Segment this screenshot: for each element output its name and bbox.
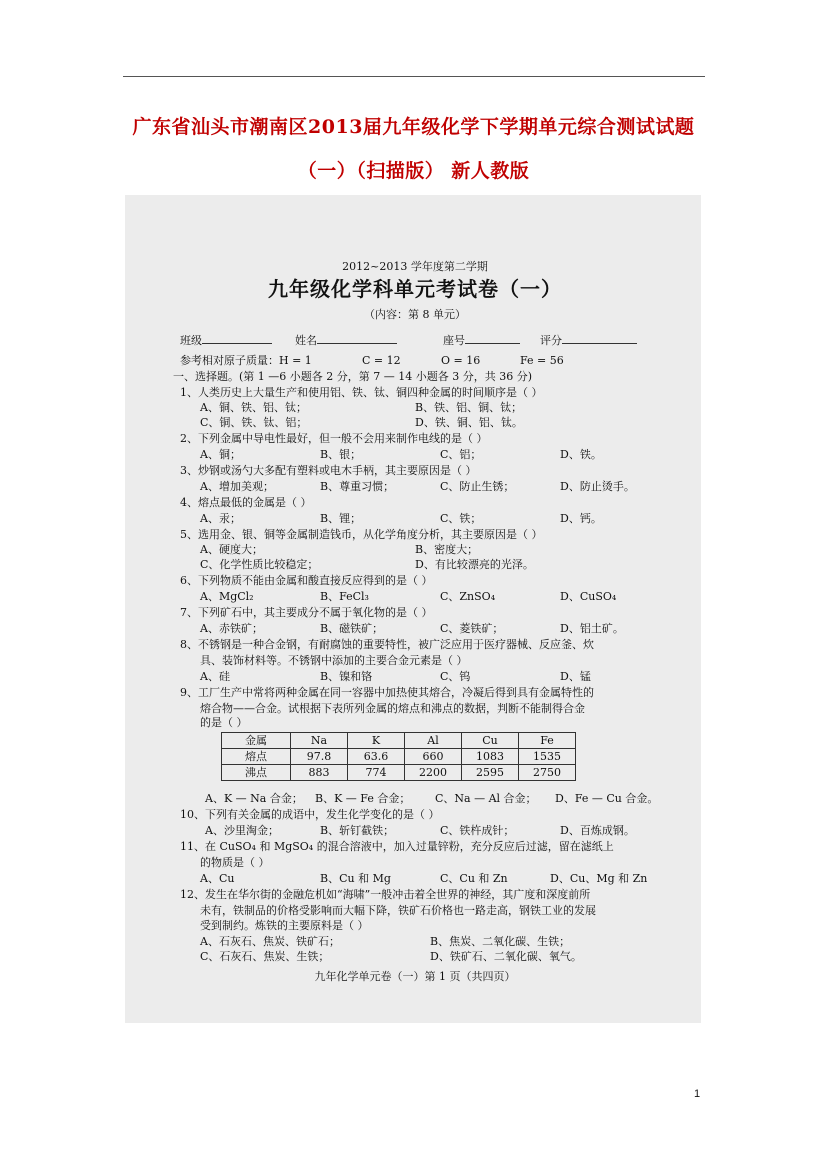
atomic-mass-o: O = 16 [441,354,481,367]
question-6-option-c: C、ZnSO₄ [440,590,496,603]
question-5-option-a: A、硬度大； [200,543,263,556]
question-12-option-d: D、铁矿石、二氧化碳、氧气。 [430,950,582,963]
question-11-option-d: D、Cu、Mg 和 Zn [550,872,648,885]
table-cell: 2750 [519,765,576,781]
table-header-cell: 金属 [222,733,291,749]
question-12-option-c: C、石灰石、焦炭、生铁； [200,950,330,963]
question-4-option-a: A、汞； [200,512,241,525]
table-cell: 774 [348,765,405,781]
question-7-option-a: A、赤铁矿； [200,622,263,635]
question-9-stem: 9、工厂生产中常将两种金属在同一容器中加热使其熔合，冷凝后得到具有金属特性的 [180,686,594,699]
question-11-option-c: C、Cu 和 Zn [440,872,508,885]
question-12-stem-cont: 未有，铁制品的价格受影响而大幅下降，铁矿石价格也一路走高，钢铁工业的发展 [200,904,596,917]
question-12-option-a: A、石灰石、焦炭、铁矿石； [200,935,340,948]
question-7-stem: 7、下列矿石中，其主要成分不属于氧化物的是（ ） [180,606,433,619]
question-8-option-a: A、硅 [200,670,230,683]
question-8-stem-cont: 具、装饰材料等。不锈钢中添加的主要合金元素是（ ） [200,654,468,667]
table-cell: 1083 [462,749,519,765]
question-8-stem: 8、不锈钢是一种合金钢，有耐腐蚀的重要特性，被广泛应用于医疗器械、反应釜、炊 [180,638,594,651]
document-title-line1: 广东省汕头市潮南区2013届九年级化学下学期单元综合测试试题 [132,116,695,138]
question-1-option-b: B、铁、铝、铜、钛； [415,401,523,414]
question-11-stem-cont: 的物质是（ ） [200,856,270,869]
table-cell: 63.6 [348,749,405,765]
table-row [222,765,576,781]
question-1-stem: 1、人类历史上大量生产和使用铝、铁、钛、铜四种金属的时间顺序是（ ） [180,386,543,399]
document-title-line2: （一）（扫描版） 新人教版 [297,160,530,182]
table-row [222,749,576,765]
question-4-option-b: B、锂； [320,512,362,525]
question-12-stem-end: 受到制约。炼铁的主要原料是（ ） [200,919,369,932]
content-note: （内容：第 8 单元） [364,308,466,321]
question-7-option-c: C、菱铁矿； [440,622,504,635]
table-cell: 2200 [405,765,462,781]
question-3-option-d: D、防止烫手。 [560,480,635,493]
table-cell: 660 [405,749,462,765]
question-3-option-c: C、防止生锈； [440,480,515,493]
question-5-option-d: D、有比较漂亮的光泽。 [415,558,534,571]
question-9-stem-end: 的是（ ） [200,716,248,729]
question-10-option-c: C、铁杵成针； [440,824,515,837]
table-header-cell: Fe [519,733,576,749]
table-header-cell: Na [291,733,348,749]
info-field-class: 班级 [180,333,272,346]
exam-title: 九年级化学科单元考试卷（一） [268,277,562,301]
table-cell: 2595 [462,765,519,781]
question-3-stem: 3、炒钢或汤勺大多配有塑料或电木手柄，其主要原因是（ ） [180,464,477,477]
question-2-stem: 2、下列金属中导电性最好，但一般不会用来制作电线的是（ ） [180,432,488,445]
scanned-exam-image [125,195,701,1023]
question-12-stem: 12、发生在华尔街的金融危机如“海啸”一般冲击着全世界的神经，其广度和深度前所 [180,888,591,901]
page-number: 1 [694,1088,701,1100]
info-field-seat: 座号 [443,333,520,346]
question-7-option-d: D、铝土矿。 [560,622,624,635]
atomic-mass-fe: Fe = 56 [520,354,564,367]
question-9-option-a: A、K — Na 合金； [205,792,303,805]
question-4-option-c: C、铁； [440,512,482,525]
question-9-option-c: C、Na — Al 合金； [435,792,537,805]
question-4-option-d: D、钙。 [560,512,602,525]
table-cell: 883 [291,765,348,781]
year-line: 2012~2013 学年度第二学期 [342,260,488,273]
question-6-option-a: A、MgCl₂ [200,590,254,603]
table-cell: 97.8 [291,749,348,765]
scan-footer: 九年化学单元卷（一）第 1 页（共四页） [314,970,516,983]
table-header-cell: K [348,733,405,749]
question-6-stem: 6、下列物质不能由金属和酸直接反应得到的是（ ） [180,574,433,587]
question-11-option-a: A、Cu [200,872,235,885]
info-field-score: 评分 [540,333,637,346]
atomic-mass-c: C = 12 [362,354,401,367]
question-5-stem: 5、选用金、银、铜等金属制造钱币，从化学角度分析，其主要原因是（ ） [180,528,543,541]
atomic-mass-label: 参考相对原子质量：H = 1 [180,354,312,367]
question-2-option-c: C、铝； [440,448,482,461]
question-2-option-d: D、铁。 [560,448,602,461]
question-8-option-b: B、镍和铬 [320,670,373,683]
question-4-stem: 4、熔点最低的金属是（ ） [180,496,312,509]
table-cell: 熔点 [222,749,291,765]
question-9-option-d: D、Fe — Cu 合金。 [555,792,659,805]
question-1-option-c: C、铜、铁、钛、铝； [200,416,308,429]
question-7-option-b: B、磁铁矿； [320,622,384,635]
table-header-cell: Cu [462,733,519,749]
question-5-option-c: C、化学性质比较稳定； [200,558,319,571]
question-10-option-d: D、百炼成钢。 [560,824,635,837]
question-3-option-a: A、增加美观； [200,480,274,493]
question-1-option-d: D、铁、铜、铝、钛。 [415,416,523,429]
question-1-option-a: A、铜、铁、铝、钛； [200,401,307,414]
question-8-option-c: C、钨 [440,670,471,683]
question-10-option-b: B、斩钉截铁； [320,824,395,837]
question-10-stem: 10、下列有关金属的成语中，发生化学变化的是（ ） [180,808,440,821]
question-3-option-b: B、尊重习惯； [320,480,395,493]
question-9-stem-cont: 熔合物——合金。试根据下表所列金属的熔点和沸点的数据，判断不能制得合金 [200,702,585,715]
table-cell: 1535 [519,749,576,765]
table-header-cell: Al [405,733,462,749]
question-2-option-b: B、银； [320,448,362,461]
question-6-option-b: B、FeCl₃ [320,590,369,603]
table-header-row [222,733,576,749]
info-field-name: 姓名 [295,333,397,346]
metal-data-table [221,732,576,781]
table-cell: 沸点 [222,765,291,781]
question-11-stem: 11、在 CuSO₄ 和 MgSO₄ 的混合溶液中，加入过量锌粉，充分反应后过滤，留在滤纸上 [180,840,614,853]
section-heading: 一、选择题。(第 1 —6 小题各 2 分，第 7 — 14 小题各 3 分，共 36 分) [173,370,533,383]
question-11-option-b: B、Cu 和 Mg [320,872,391,885]
question-12-option-b: B、焦炭、二氧化碳、生铁； [430,935,571,948]
header-rule [123,76,705,77]
question-10-option-a: A、沙里淘金； [205,824,279,837]
question-9-option-b: B、K — Fe 合金； [315,792,411,805]
question-5-option-b: B、密度大； [415,543,479,556]
question-6-option-d: D、CuSO₄ [560,590,617,603]
question-2-option-a: A、铜； [200,448,241,461]
question-8-option-d: D、锰 [560,670,591,683]
